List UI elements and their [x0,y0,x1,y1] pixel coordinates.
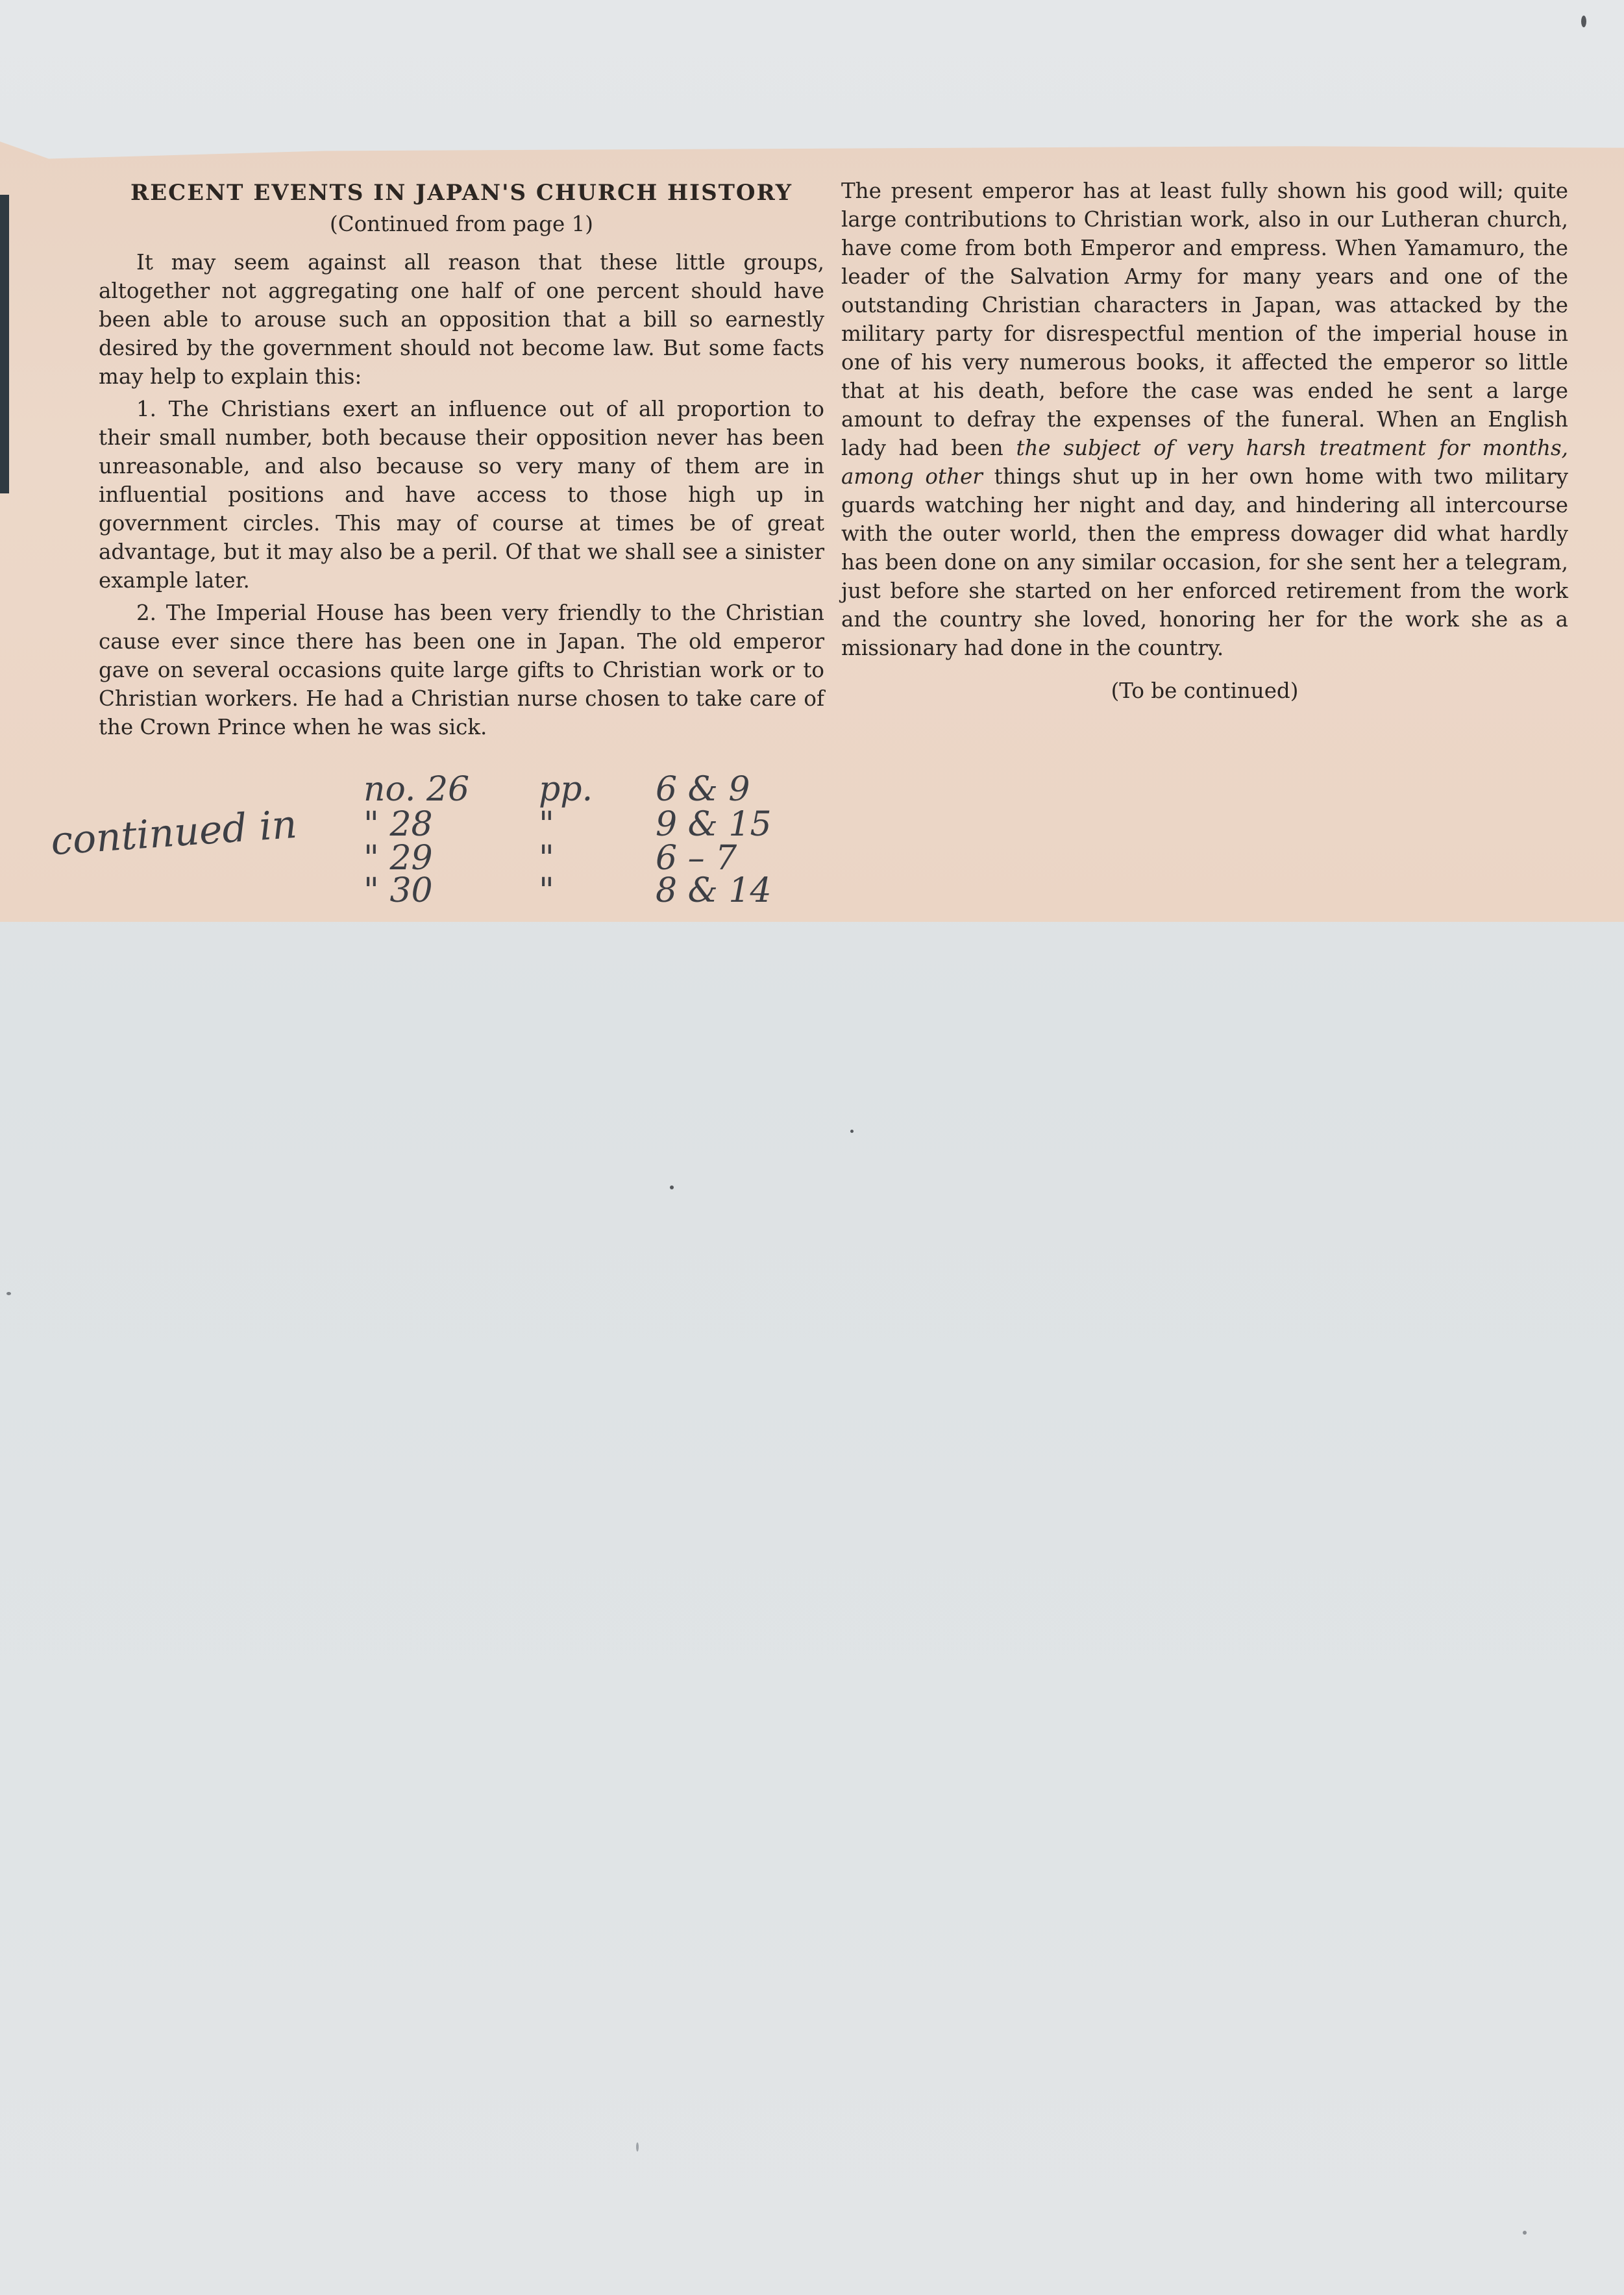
article-paragraph-3: 2. The Imperial House has been very friendly to the Christian cause ever since there has been one in Japan. The old emperor gave on several occasions quite large gifts to Christian work or to Christian workers. He had a Christian nurse chosen to take care of the Crown Prince when he was sick. [99,601,824,739]
scan-speck [850,1130,854,1133]
article-paragraph-4-text-b: things shut up in her own home with two military guards watching her night and day, and hindering all intercourse with the outer world, then the empress dowager did what hardly has been done on any similar occasion, for she sent her a telegram, just before she started on her enforced retirement from the work and the country she loved, honoring her for the work she as a missionary had done in the country. [841,464,1568,660]
article-subhead: (Continued from page 1) [330,212,593,236]
handwritten-issue-number: " 28 [363,805,433,844]
to-be-continued-note: (To be continued) [1111,678,1299,703]
handwritten-reference-row [363,770,831,809]
handwritten-pages: 6 – 7 [656,839,737,878]
scan-speck [1581,16,1586,27]
scan-speck [6,1292,11,1295]
article-paragraph-1: It may seem against all reason that these little groups, altogether not aggregating one half of one percent should have been able to arouse such an opposition that a bill so earnestly desired by the government should not become law. But some facts may help to explain this: [99,250,824,389]
handwritten-continued-label: continued in [49,801,299,865]
handwritten-pp-label: pp. [539,770,593,809]
article-paragraph-4-text-a: The present emperor has at least fully shown his good will; quite large contributions to Christian work, also in our Lutheran church, have come from both Emperor and empress. When Yamamuro, the leader of the Salvation Army for many years and one of the outstanding Christian characters in Japan, was attacked by the military party for disrespectful mention of the imperial house in one of his very numerous books, it affected the emperor so little that at his death, before the case was ended he sent a large amount to defray the expenses of the funeral. When an English lady had been [841,179,1568,460]
scan-speck [1523,2231,1527,2235]
handwritten-pp-label: " [539,871,554,910]
handwritten-pp-label: " [539,839,554,878]
scan-speck [670,1185,674,1189]
handwritten-issue-number: " 30 [363,871,433,910]
handwritten-reference-row [363,871,831,910]
handwritten-pp-label: " [539,805,554,844]
handwritten-pages: 6 & 9 [656,770,750,809]
article-paragraph-4 [841,177,1568,662]
handwritten-issue-number: " 29 [363,839,433,878]
handwritten-reference-row [363,805,831,844]
article-left-column [99,177,824,745]
handwritten-pages: 9 & 15 [656,805,772,844]
article-paragraph-2: 1. The Christians exert an influence out of all proportion to their small number, both because their opposition never has been unreasonable, and also because so very many of them are in influential positions and have access to those high up in government circles. This may of course at times be of great advantage, but it may also be a peril. Of that we shall see a sinister example later. [99,397,824,593]
clipping-edge-shadow [0,195,9,493]
article-paragraph-4-italic-line: the subject of very harsh treatment for months, among other [841,436,1568,489]
handwritten-pages: 8 & 14 [656,871,772,910]
article-right-column [841,177,1568,726]
scan-speck [636,2142,639,2152]
handwritten-issue-number: no. 26 [363,770,470,809]
article-headline: RECENT EVENTS IN JAPAN'S CHURCH HISTORY [130,180,793,206]
handwritten-reference-row [363,839,831,878]
